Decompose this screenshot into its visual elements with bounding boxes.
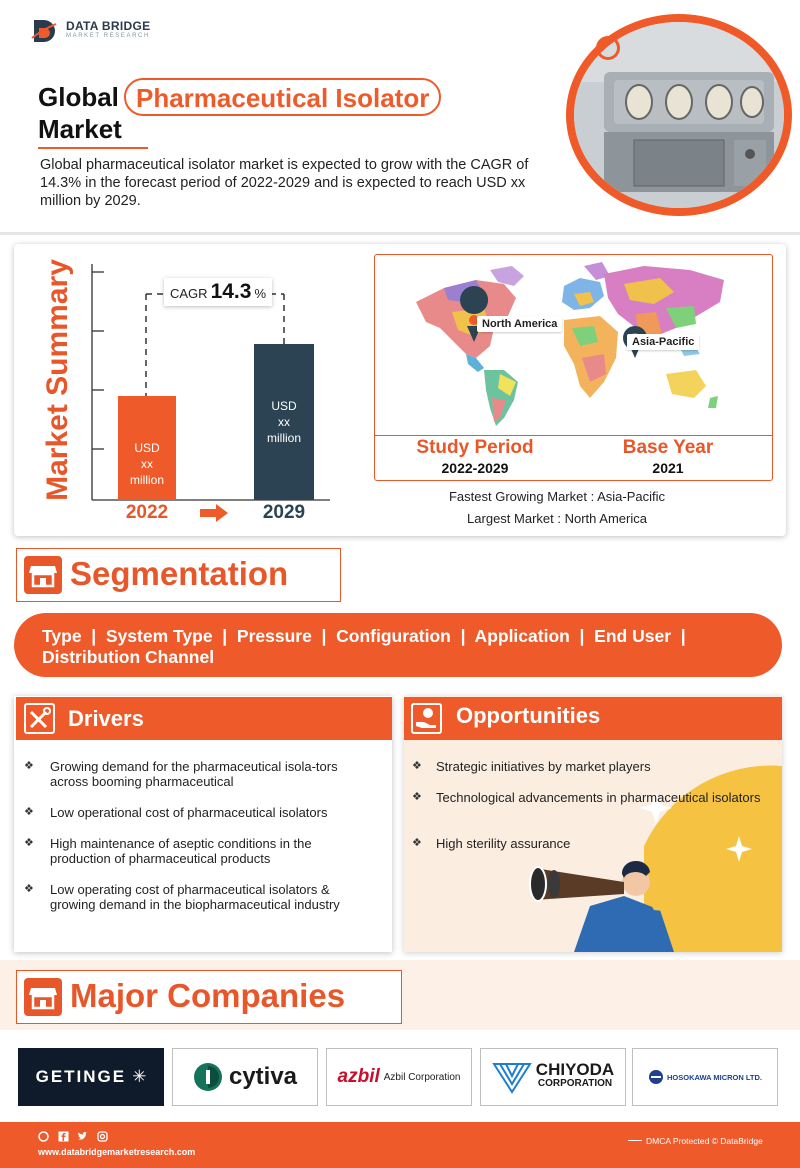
bullet-icon: ❖ bbox=[24, 883, 34, 895]
company-logo-chiyoda: CHIYODA CORPORATION bbox=[480, 1048, 626, 1106]
hosokawa-mark-icon bbox=[648, 1069, 664, 1085]
driver-item: ❖ Growing demand for the pharmaceutical isola-tors across booming pharmaceutical bbox=[24, 759, 338, 789]
segmentation-title: Segmentation bbox=[70, 555, 289, 592]
header-divider bbox=[0, 232, 800, 235]
bar-2022-label: USD xx million bbox=[129, 441, 164, 487]
fastest-growing-market: Fastest Growing Market : Asia-Pacific bbox=[448, 489, 665, 504]
pin-north-america: North America bbox=[477, 316, 562, 332]
cagr-badge: CAGR 14.3 % bbox=[164, 278, 272, 306]
page-title-prefix: Global bbox=[38, 82, 119, 112]
bullet-icon: ❖ bbox=[412, 837, 422, 849]
companies-title: Major Companies bbox=[70, 977, 346, 1014]
company-logo-hosokawa: HOSOKAWA MICRON LTD. bbox=[632, 1048, 778, 1106]
bullet-icon: ❖ bbox=[24, 760, 34, 772]
dmca-notice: DMCA Protected © DataBridge bbox=[646, 1136, 763, 1146]
market-summary-label: Market Summary bbox=[41, 259, 74, 501]
facebook-icon[interactable] bbox=[58, 1131, 69, 1142]
tools-icon bbox=[24, 703, 55, 734]
decorative-ring bbox=[596, 36, 620, 60]
largest-market: Largest Market : North America bbox=[467, 511, 647, 526]
drivers-title: Drivers bbox=[68, 706, 144, 731]
company-logo-azbil: azbil Azbil Corporation bbox=[326, 1048, 472, 1106]
bullet-icon: ❖ bbox=[24, 806, 34, 818]
study-period-label: Study Period bbox=[416, 437, 534, 458]
driver-item: ❖ Low operating cost of pharmaceutical isolators & growing demand in the biopharmaceutical industry bbox=[24, 882, 340, 912]
opportunities-title: Opportunities bbox=[456, 703, 601, 728]
cagr-value: 14.3 bbox=[210, 280, 252, 303]
whatsapp-icon[interactable] bbox=[38, 1131, 49, 1142]
store-icon bbox=[24, 556, 62, 594]
study-period-value: 2022-2029 bbox=[441, 460, 509, 476]
base-year-label: Base Year bbox=[622, 437, 714, 458]
driver-item: ❖ Low operational cost of pharmaceutical isolators bbox=[24, 805, 328, 820]
company-logo-cytiva: cytiva bbox=[172, 1048, 318, 1106]
brand-tagline: MARKET RESEARCH bbox=[66, 33, 150, 39]
bullet-icon: ❖ bbox=[24, 837, 34, 849]
dmca-rule bbox=[628, 1140, 642, 1141]
brand-logo-icon bbox=[30, 16, 60, 46]
title-underline bbox=[38, 147, 148, 149]
opportunity-item: ❖ Strategic initiatives by market players bbox=[412, 759, 651, 774]
opportunity-item: ❖ High sterility assurance bbox=[412, 836, 571, 851]
pin-asia-pacific: Asia-Pacific bbox=[627, 334, 699, 350]
footer-url[interactable]: www.databridgemarketresearch.com bbox=[38, 1147, 196, 1157]
opportunity-item: ❖ Technological advancements in pharmaceutical isolators bbox=[412, 790, 761, 805]
page-title-highlight: Pharmaceutical Isolator bbox=[124, 78, 441, 116]
base-year-value: 2021 bbox=[652, 460, 684, 476]
bar-2029-label: USD xx million bbox=[266, 399, 301, 445]
year-end: 2029 bbox=[262, 502, 306, 523]
hand-money-icon bbox=[411, 703, 442, 734]
chiyoda-mark-icon bbox=[492, 1060, 532, 1094]
company-logo-getinge: GETINGE ✳ bbox=[18, 1048, 164, 1106]
map-divider bbox=[374, 435, 773, 436]
page-title-suffix: Market bbox=[38, 114, 122, 144]
year-start: 2022 bbox=[125, 502, 169, 523]
instagram-icon[interactable] bbox=[97, 1131, 108, 1142]
cytiva-mark-icon bbox=[193, 1062, 223, 1092]
twitter-icon[interactable] bbox=[77, 1131, 88, 1142]
segmentation-list: Type | System Type | Pressure | Configuration | Application | End User | Distribution Channel bbox=[42, 626, 686, 667]
bullet-icon: ❖ bbox=[412, 791, 422, 803]
intro-text: Global pharmaceutical isolator market is expected to grow with the CAGR of 14.3% in the forecast period of 2022-2029 and is expected to reach USD xx million by 2029. bbox=[40, 157, 529, 209]
bullet-icon: ❖ bbox=[412, 760, 422, 772]
getinge-mark-icon: ✳ bbox=[132, 1067, 147, 1086]
brand-name: DATA BRIDGE bbox=[66, 19, 151, 33]
store-icon bbox=[24, 978, 62, 1016]
driver-item: ❖ High maintenance of aseptic conditions in the production of pharmaceutical products bbox=[24, 836, 312, 866]
arrow-right-icon bbox=[200, 504, 228, 522]
